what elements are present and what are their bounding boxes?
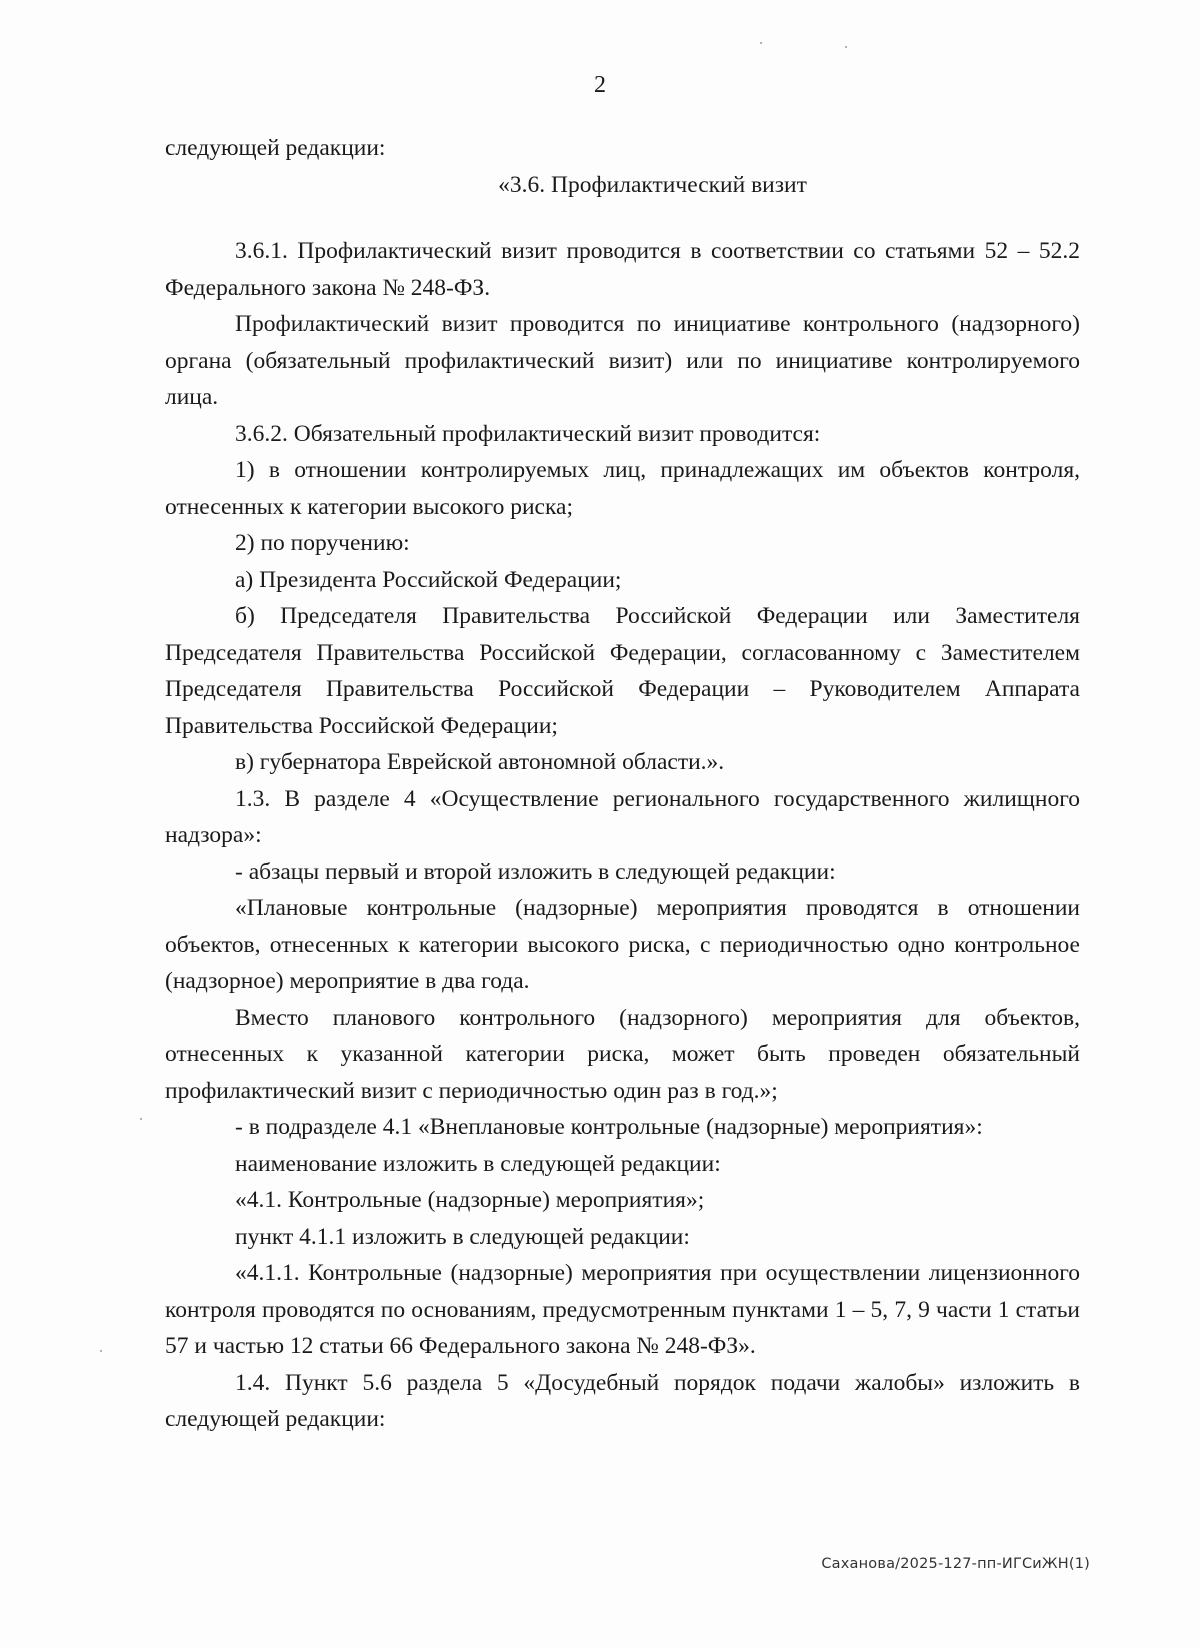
scan-speck [140, 1118, 142, 1120]
paragraph: пункт 4.1.1 изложить в следующей редакции: [235, 1223, 690, 1250]
scan-speck [100, 1350, 102, 1352]
paragraph: 1.3. В разделе 4 «Осуществление регионального государственного жилищного надзора»: [165, 785, 1080, 848]
footer-reference: Саханова/2025-127-пп-ИГСиЖН(1) [821, 1556, 1090, 1572]
scan-speck [845, 46, 847, 48]
list-item: в) губернатора Еврейской автономной области.». [235, 749, 725, 775]
paragraph: Профилактический визит проводится по инициативе контрольного (надзорного) органа (обязательный профилактический визит) или по инициативе контролируемого лица. [165, 311, 1080, 410]
paragraph: - в подразделе 4.1 «Внеплановые контрольные (надзорные) мероприятия»: [235, 1114, 983, 1140]
paragraph: «4.1. Контрольные (надзорные) мероприятия»; [235, 1187, 705, 1213]
list-item: 1) в отношении контролируемых лиц, принадлежащих им объектов контроля, отнесенных к категории высокого риска; [165, 457, 1080, 520]
page-number: 2 [594, 72, 606, 98]
paragraph: «4.1.1. Контрольные (надзорные) мероприятия при осуществлении лицензионного контроля проводятся по основаниям, предусмотренным пунктами 1 – 5, 7, 9 части 1 статьи 57 и частью 12 статьи 66 Федерального закона № 248-ФЗ». [165, 1260, 1080, 1359]
paragraph: 3.6.2. Обязательный профилактический визит проводится: [235, 420, 821, 447]
paragraph: Вместо планового контрольного (надзорного) мероприятия для объектов, отнесенных к указанной категории риска, может быть проведен обязательный профилактический визит с периодичностью один раз в год.»; [165, 1004, 1080, 1104]
list-item: а) Президента Российской Федерации; [235, 566, 622, 593]
paragraph-continuation: следующей редакции: [165, 135, 386, 161]
scan-speck [760, 42, 762, 44]
list-item: 2) по поручению: [235, 530, 410, 556]
paragraph: - абзацы первый и второй изложить в следующей редакции: [235, 858, 836, 885]
section-heading: «3.6. Профилактический визит [498, 171, 807, 198]
paragraph: наименование изложить в следующей редакции: [235, 1150, 721, 1177]
list-item: б) Председателя Правительства Российской Федерации или Заместителя Председателя Правительства Российской Федерации, согласованному с Заместителем Председателя Правительства Российской Федерации – Руководителем Аппарата Правительства Российской Федерации; [165, 603, 1080, 739]
document-body [165, 130, 1080, 1438]
paragraph: 1.4. Пункт 5.6 раздела 5 «Досудебный порядок подачи жалобы» изложить в следующей редакции: [165, 1369, 1080, 1432]
paragraph: 3.6.1. Профилактический визит проводится в соответствии со статьями 52 – 52.2 Федерального закона № 248-ФЗ. [165, 238, 1080, 301]
spacer [165, 203, 1080, 233]
paragraph: «Плановые контрольные (надзорные) мероприятия проводятся в отношении объектов, отнесенных к категории высокого риска, с периодичностью одно контрольное (надзорное) мероприятие в два года. [165, 895, 1080, 994]
